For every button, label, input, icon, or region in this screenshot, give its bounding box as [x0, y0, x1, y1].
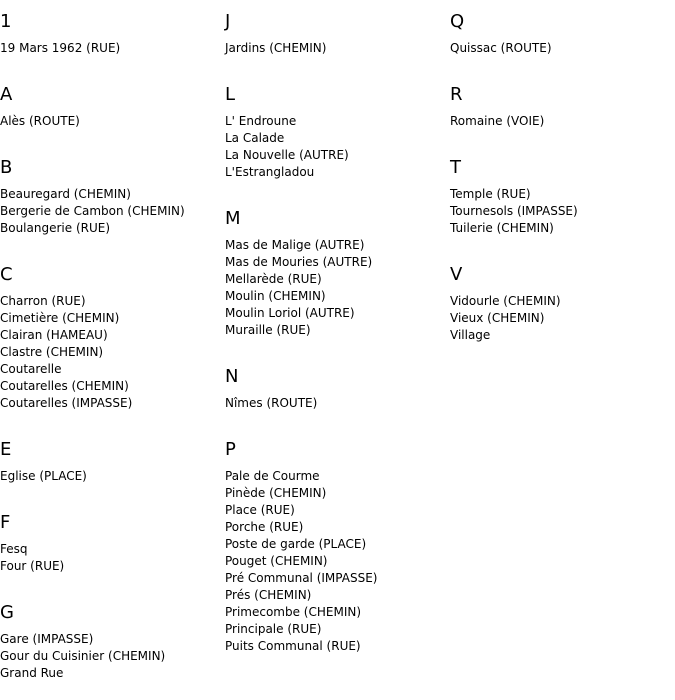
- street-item: Coutarelle: [0, 362, 62, 376]
- letter-heading: E: [0, 439, 12, 460]
- street-item: Boulangerie (RUE): [0, 221, 111, 235]
- street-list: [0, 178, 225, 253]
- street-list: [225, 460, 450, 671]
- street-item: Moulin Loriol (AUTRE): [225, 306, 355, 320]
- street-item: Vidourle (CHEMIN): [450, 294, 561, 308]
- street-item: Coutarelles (IMPASSE): [0, 396, 133, 410]
- letter-heading: T: [450, 157, 461, 178]
- street-item: Nîmes (ROUTE): [225, 396, 318, 410]
- street-item: Tuilerie (CHEMIN): [450, 221, 554, 235]
- street-item: Gare (IMPASSE): [0, 632, 94, 646]
- street-list: [225, 229, 450, 355]
- street-list: [225, 32, 450, 73]
- street-list: [0, 285, 225, 428]
- street-item: Fesq: [0, 542, 28, 556]
- street-list: [450, 105, 675, 146]
- street-item: Pinède (CHEMIN): [225, 486, 327, 500]
- letter-group: [0, 253, 225, 428]
- street-item: Mellarède (RUE): [225, 272, 322, 286]
- street-item: Beauregard (CHEMIN): [0, 187, 131, 201]
- street-item: Poste de garde (PLACE): [225, 537, 367, 551]
- street-item: La Calade: [225, 131, 285, 145]
- street-item: Alès (ROUTE): [0, 114, 80, 128]
- street-list: [225, 387, 450, 428]
- street-item: 19 Mars 1962 (RUE): [0, 41, 121, 55]
- letter-group: [450, 73, 675, 146]
- letter-group: [225, 73, 450, 197]
- letter-heading: Q: [450, 11, 465, 32]
- letter-heading: M: [225, 208, 241, 229]
- street-item: Temple (RUE): [450, 187, 531, 201]
- letter-group: [450, 253, 675, 360]
- street-item: Primecombe (CHEMIN): [225, 605, 362, 619]
- index-column-1: [0, 0, 225, 698]
- letter-heading: L: [225, 84, 236, 105]
- street-list: [0, 623, 225, 698]
- street-item: Cimetière (CHEMIN): [0, 311, 120, 325]
- letter-heading: R: [450, 84, 463, 105]
- letter-heading: J: [225, 11, 231, 32]
- letter-group: [0, 428, 225, 501]
- street-item: Muraille (RUE): [225, 323, 311, 337]
- street-list: [450, 178, 675, 253]
- street-item: Pale de Courme: [225, 469, 320, 483]
- street-item: Clastre (CHEMIN): [0, 345, 104, 359]
- street-item: Gour du Cuisinier (CHEMIN): [0, 649, 166, 663]
- street-item: Romaine (VOIE): [450, 114, 545, 128]
- index-column-3: [450, 0, 675, 360]
- letter-heading: 1: [0, 11, 12, 32]
- letter-heading: V: [450, 264, 463, 285]
- letter-group: [450, 146, 675, 253]
- street-item: L' Endroune: [225, 114, 297, 128]
- street-item: Bergerie de Cambon (CHEMIN): [0, 204, 185, 218]
- letter-group: [225, 428, 450, 671]
- letter-group: [225, 197, 450, 355]
- street-item: Vieux (CHEMIN): [450, 311, 545, 325]
- letter-group: [0, 146, 225, 253]
- letter-heading: F: [0, 512, 11, 533]
- letter-heading: G: [0, 602, 14, 623]
- street-item: Pouget (CHEMIN): [225, 554, 328, 568]
- street-item: Charron (RUE): [0, 294, 86, 308]
- street-item: L'Estrangladou: [225, 165, 315, 179]
- street-item: Puits Communal (RUE): [225, 639, 361, 653]
- street-item: Principale (RUE): [225, 622, 322, 636]
- letter-heading: B: [0, 157, 13, 178]
- street-list: [225, 105, 450, 197]
- letter-group: [0, 0, 225, 73]
- street-item: Village: [450, 328, 491, 342]
- street-item: Moulin (CHEMIN): [225, 289, 326, 303]
- letter-group: [225, 0, 450, 73]
- street-item: Place (RUE): [225, 503, 295, 517]
- street-list: [450, 32, 675, 73]
- street-item: Mas de Mouries (AUTRE): [225, 255, 373, 269]
- street-item: Prés (CHEMIN): [225, 588, 312, 602]
- letter-group: [0, 501, 225, 591]
- letter-group: [0, 73, 225, 146]
- street-item: Tournesols (IMPASSE): [450, 204, 578, 218]
- street-list: [0, 32, 225, 73]
- letter-heading: C: [0, 264, 13, 285]
- street-item: La Nouvelle (AUTRE): [225, 148, 349, 162]
- street-item: Eglise (PLACE): [0, 469, 87, 483]
- street-item: Clairan (HAMEAU): [0, 328, 108, 342]
- letter-heading: A: [0, 84, 13, 105]
- street-list: [0, 460, 225, 501]
- street-item: Four (RUE): [0, 559, 65, 573]
- street-item: Porche (RUE): [225, 520, 304, 534]
- letter-group: [225, 355, 450, 428]
- street-item: Quissac (ROUTE): [450, 41, 552, 55]
- letter-group: [450, 0, 675, 73]
- street-item: Grand Rue: [0, 666, 64, 680]
- street-item: Mas de Malige (AUTRE): [225, 238, 365, 252]
- letter-heading: P: [225, 439, 236, 460]
- street-list: [0, 533, 225, 591]
- letter-heading: N: [225, 366, 239, 387]
- street-item: Coutarelles (CHEMIN): [0, 379, 129, 393]
- street-item: Pré Communal (IMPASSE): [225, 571, 378, 585]
- street-list: [450, 285, 675, 360]
- street-list: [0, 105, 225, 146]
- index-column-2: [225, 0, 450, 671]
- letter-group: [0, 591, 225, 698]
- street-item: Jardins (CHEMIN): [225, 41, 327, 55]
